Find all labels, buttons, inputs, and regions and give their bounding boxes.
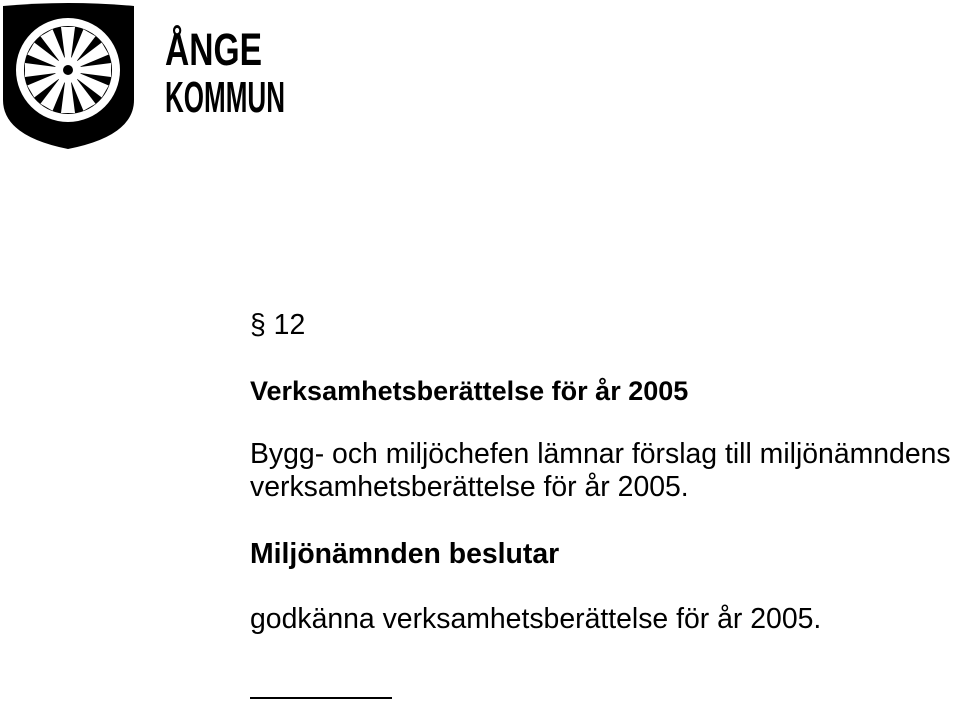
wheel-icon (16, 18, 120, 122)
proposal-paragraph: Bygg- och miljöchefen lämnar förslag till miljönämndens verksamhetsberättelse för år 2005. (250, 438, 951, 503)
decision-text: godkänna verksamhetsberättelse för år 2005. (250, 603, 822, 635)
signature-line (250, 697, 392, 699)
coat-of-arms-icon (3, 3, 134, 149)
section-number: § 12 (250, 309, 306, 341)
logo-text-ange: ÅNGE (165, 24, 262, 75)
decision-heading: Miljönämnden beslutar (250, 538, 560, 570)
municipality-logo (0, 0, 300, 152)
document-title: Verksamhetsberättelse för år 2005 (250, 376, 689, 406)
logo-text-kommun: KOMMUN (165, 73, 285, 122)
